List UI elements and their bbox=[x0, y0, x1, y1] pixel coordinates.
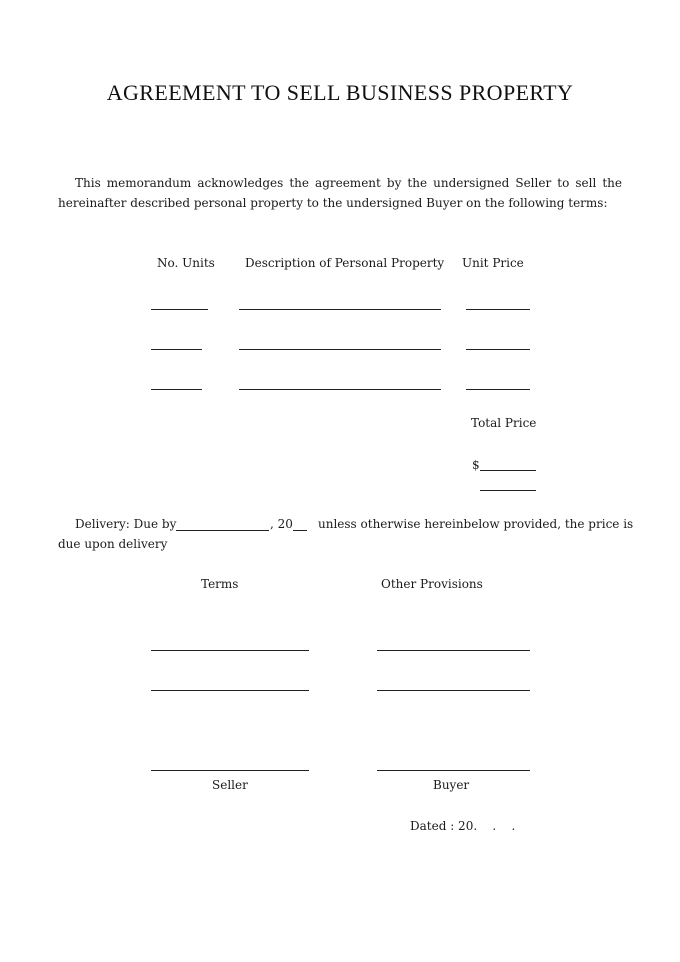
total-price-underline bbox=[480, 490, 536, 491]
unit-price-blank-3[interactable] bbox=[466, 389, 530, 390]
total-price-blank[interactable] bbox=[480, 470, 536, 471]
unit-price-blank-1[interactable] bbox=[466, 309, 530, 310]
intro-line-1: This memorandum acknowledges the agreement by the undersigned Seller to sell the bbox=[75, 176, 622, 190]
currency-symbol: $ bbox=[472, 458, 480, 472]
buyer-label: Buyer bbox=[433, 778, 470, 792]
description-blank-3[interactable] bbox=[239, 389, 441, 390]
other-provisions-blank-1[interactable] bbox=[377, 650, 530, 651]
intro-paragraph bbox=[58, 173, 622, 213]
delivery-year-blank[interactable] bbox=[293, 530, 307, 531]
other-provisions-label: Other Provisions bbox=[381, 577, 483, 591]
delivery-date-blank[interactable] bbox=[176, 530, 269, 531]
dated-field[interactable]: Dated : 20. . . bbox=[410, 819, 516, 833]
terms-label: Terms bbox=[201, 577, 239, 591]
unit-price-blank-2[interactable] bbox=[466, 349, 530, 350]
col-header-unit-price: Unit Price bbox=[462, 256, 524, 270]
description-blank-2[interactable] bbox=[239, 349, 441, 350]
terms-blank-1[interactable] bbox=[151, 650, 309, 651]
units-blank-1[interactable] bbox=[151, 309, 208, 310]
delivery-line-2: due upon delivery bbox=[58, 537, 168, 551]
other-provisions-blank-2[interactable] bbox=[377, 690, 530, 691]
col-header-units: No. Units bbox=[157, 256, 215, 270]
buyer-signature-line[interactable] bbox=[377, 770, 530, 771]
total-price-label: Total Price bbox=[471, 416, 537, 430]
seller-label: Seller bbox=[212, 778, 248, 792]
units-blank-2[interactable] bbox=[151, 349, 202, 350]
col-header-description: Description of Personal Property bbox=[245, 256, 445, 270]
description-blank-1[interactable] bbox=[239, 309, 441, 310]
terms-blank-2[interactable] bbox=[151, 690, 309, 691]
units-blank-3[interactable] bbox=[151, 389, 202, 390]
seller-signature-line[interactable] bbox=[151, 770, 309, 771]
delivery-terms-text: unless otherwise hereinbelow provided, the price is bbox=[318, 517, 634, 531]
delivery-label: Delivery: Due by bbox=[75, 517, 177, 531]
delivery-year-prefix: , 20 bbox=[270, 517, 293, 531]
document-title: AGREEMENT TO SELL BUSINESS PROPERTY bbox=[106, 80, 574, 105]
intro-line-2: hereinafter described personal property to the undersigned Buyer on the following terms: bbox=[58, 196, 608, 210]
